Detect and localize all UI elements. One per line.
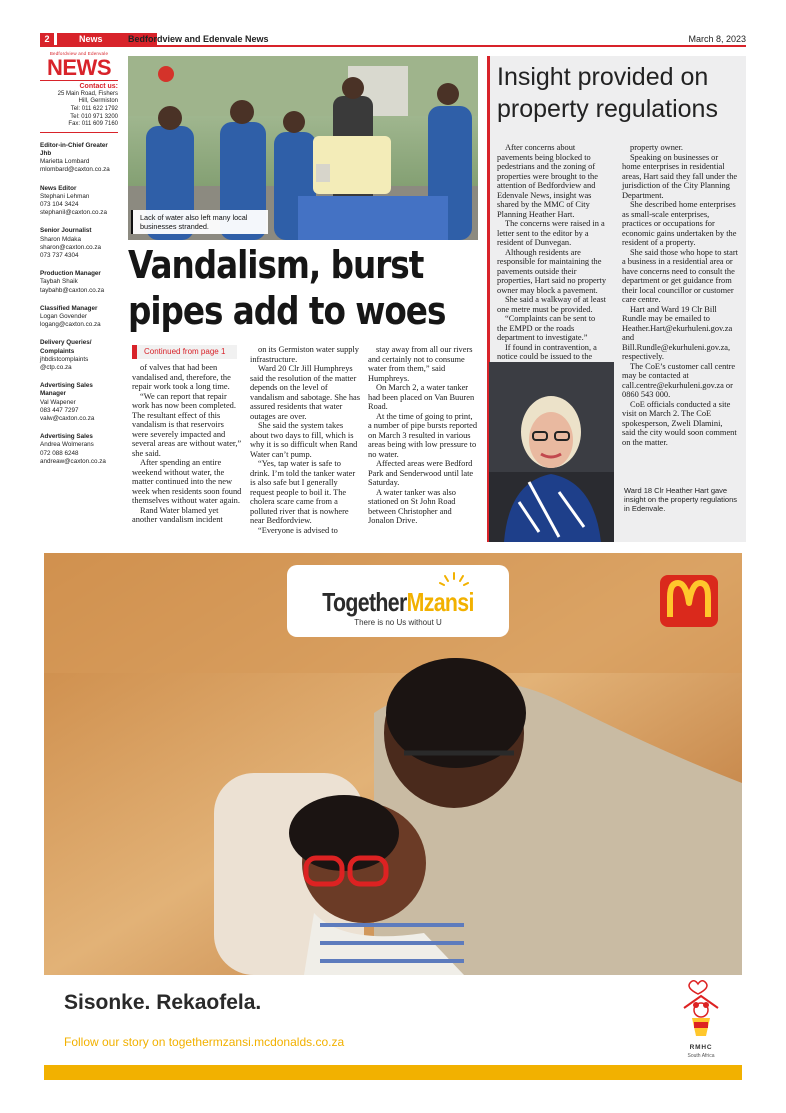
paragraph: property owner. xyxy=(630,143,684,152)
staff-detail: valw@caxton.co.za xyxy=(40,415,95,423)
contact-block xyxy=(40,80,118,133)
article-column-2 xyxy=(250,345,360,535)
issue-date: March 8, 2023 xyxy=(688,34,746,44)
staff-detail: Val Wapener xyxy=(40,398,76,406)
publication-name: Bedfordview and Edenvale News xyxy=(128,34,269,44)
staff-detail: 083 447 7297 xyxy=(40,406,79,414)
paragraph: If found in contravention, a notice could be issued to the xyxy=(497,342,597,361)
paragraph: A water tanker was also stationed on St John Road between Christopher and Jonalon Drive. xyxy=(368,487,456,525)
staff-detail: Logan Govender xyxy=(40,313,87,321)
paragraph: Rand Water blamed yet another vandalism incident xyxy=(132,505,223,524)
staff-entry xyxy=(40,433,118,466)
staff-detail: Stephani Lehman xyxy=(40,192,90,200)
insight-column-2 xyxy=(622,143,738,447)
rmhc-name: RMHC xyxy=(689,1044,713,1051)
section-label: News xyxy=(57,33,157,45)
paragraph: At the time of going to print, a number of pipe bursts reported on March 3 resulted in various areas being with low pressure to no water. xyxy=(368,411,478,459)
staff-detail: stephanil@caxton.co.za xyxy=(40,209,107,217)
continued-label: Continued from page 1 xyxy=(132,345,237,359)
staff-detail: Sharon Mdaka xyxy=(40,235,81,243)
ad-footer-bar xyxy=(44,1065,742,1080)
staff-list xyxy=(40,142,118,466)
mcdonalds-arches-icon xyxy=(660,575,718,627)
staff-role: Production Manager xyxy=(40,270,101,278)
paragraph: She said the system takes about two days to fill, which is why it is so difficult when Rand Water can’t pump. xyxy=(250,421,358,459)
masthead-sidebar xyxy=(40,50,118,476)
phone-line: Tel: 010 971 3200 xyxy=(70,113,118,120)
headline-line: Vandalism, burst xyxy=(128,243,424,287)
article-column-1 xyxy=(132,363,242,525)
phone-line: Tel: 011 622 1792 xyxy=(70,105,118,112)
paragraph: The CoE’s customer call centre may be contacted at call.centre@ekurhuleni.gov.za or 0860 543 000. xyxy=(622,361,736,399)
staff-entry xyxy=(40,185,118,218)
staff-entry xyxy=(40,142,118,175)
staff-detail: sharon@caxton.co.za xyxy=(40,243,101,251)
ad-tagline: There is no Us without U xyxy=(354,618,442,627)
staff-role: Advertising Sales Manager xyxy=(40,382,93,398)
staff-detail: andreaw@caxton.co.za xyxy=(40,457,106,465)
staff-entry xyxy=(40,339,118,372)
article-headline xyxy=(128,242,446,334)
paragraph: Speaking on businesses or home enterprises in residential areas, Hart said they fall under the jurisdiction of the City Planning Department. xyxy=(622,152,738,200)
mcdonalds-advertisement xyxy=(44,553,742,1080)
staff-detail: Taybah Shaik xyxy=(40,278,78,286)
staff-entry xyxy=(40,305,118,330)
paragraph: Affected areas were Bedford Park and Senderwood until late Saturday. xyxy=(368,459,474,487)
staff-role: Advertising Sales xyxy=(40,433,93,441)
news-logo: NEWS xyxy=(47,55,111,81)
staff-detail: mlombard@caxton.co.za xyxy=(40,166,110,174)
staff-role: News Editor xyxy=(40,184,77,192)
staff-role: Editor-in-Chief Greater Jhb xyxy=(40,141,108,157)
paragraph: On March 2, a water tanker had been placed on Van Buuren Road. xyxy=(368,383,475,411)
photo-caption: Lack of water also left many local businesses stranded. xyxy=(131,210,268,234)
staff-entry xyxy=(40,382,118,423)
logo-subtitle: Bedfordview and Edenvale xyxy=(49,51,109,56)
staff-detail: Andrea Wolmerans xyxy=(40,441,94,449)
wordmark-together: Together xyxy=(322,587,407,617)
paragraph: She said a walkway of at least one metre must be provided. xyxy=(497,295,606,314)
sun-rays-icon xyxy=(439,571,469,587)
paragraph: of valves that had been vandalised and, therefore, the repair work took a long time. xyxy=(132,363,231,391)
paragraph: She said those who hope to start a business in a residential area or have concerns need to consult the department or get guidance from their local councillor or customer care centre. xyxy=(622,247,738,304)
insight-column-1 xyxy=(497,143,607,362)
paragraph: Although residents are responsible for maintaining the pavements outside their properties, Hart said no property owner may block a pavement. xyxy=(497,247,607,295)
rmhc-heart-house-icon xyxy=(676,978,726,1042)
address-line: 25 Main Road, Fishers xyxy=(57,90,118,97)
paragraph: on its Germiston water supply infrastructure. xyxy=(250,345,359,364)
paragraph: She described home enterprises as small-scale enterprises, practices or occupations for economic gains undertaken by the resident of a property. xyxy=(622,200,737,247)
headline-line: pipes add to woes xyxy=(128,289,446,333)
staff-detail: @ctp.co.za xyxy=(40,364,72,372)
together-mzansi-logo xyxy=(287,565,509,637)
staff-detail: 072 088 6248 xyxy=(40,449,79,457)
insight-title: Insight provided on property regulations xyxy=(497,63,718,123)
rmhc-logo xyxy=(676,978,726,1058)
paragraph: “We can report that repair work has now been completed. The resultant effect of this vandalism is that reservoirs were severely impacted and several areas are without water,” she said. xyxy=(132,391,242,458)
staff-detail: 073 737 4304 xyxy=(40,252,79,259)
staff-entry xyxy=(40,227,118,260)
address-line: Hill, Germiston xyxy=(78,98,118,105)
paragraph: After concerns about pavements being blocked to pedestrians and the zoning of properties were brought to the attention of Bedfordview and Edenvale News, insight was shared by the MMC of City Planning Heather Hart. xyxy=(497,143,598,219)
wordmark-mzansi: Mzansi xyxy=(406,587,474,617)
page-header xyxy=(40,33,746,47)
paragraph: Ward 20 Clr Jill Humphreys said the resolution of the matter depends on the level of vandalism and sabotage. She has assured residents that water outages are over. xyxy=(250,364,361,421)
paragraph: stay away from all our rivers and certainly not to consume water from them,” said Humphreys. xyxy=(368,345,473,383)
councillor-portrait xyxy=(489,362,614,542)
staff-detail: jhbdistcomplaints xyxy=(40,355,89,363)
paragraph: The concerns were raised in a letter sent to the editor by a resident of Dunvegan. xyxy=(497,219,605,247)
together-mzansi-wordmark xyxy=(307,587,489,618)
staff-role: Classified Manager xyxy=(40,304,98,312)
portrait-caption: Ward 18 Clr Heather Hart gave insight on the property regulations in Edenvale. xyxy=(624,486,737,513)
staff-detail: 073 104 3424 xyxy=(40,200,79,208)
paragraph: “Yes, tap water is safe to drink. I’m told the tanker water is also safe but I generally request people to boil it. The cholera scare came from a polluted river that is nowhere near Bedfordview. xyxy=(250,459,356,525)
staff-detail: taybahb@caxton.co.za xyxy=(40,286,105,294)
page-number: 2 xyxy=(40,33,54,45)
article-column-3 xyxy=(368,345,478,526)
ad-slogan: Sisonke. Rekaofela. xyxy=(64,991,262,1014)
paragraph: CoE officials conducted a site visit on March 2. The CoE spokesperson, Zweli Dlamini, said the city would soon comment on the matter. xyxy=(622,399,737,447)
paragraph: “Complaints can be sent to the EMPD or the roads department to investigate.” xyxy=(497,314,596,342)
rmhc-region: South Africa xyxy=(687,1053,715,1059)
staff-detail: logang@caxton.co.za xyxy=(40,321,101,329)
paragraph: “Everyone is advised to xyxy=(258,525,338,535)
staff-entry xyxy=(40,270,118,295)
paragraph: Hart and Ward 19 Clr Bill Rundle may be emailed to Heather.Hart@ekurhuleni.gov.za and Bill.Rundle@ekurhuleni.gov.za, respectively. xyxy=(622,304,733,361)
ad-follow-link: Follow our story on togethermzansi.mcdonalds.co.za xyxy=(64,1035,345,1049)
paragraph: After spending an entire weekend without water, the matter continued into the new week when residents soon found themselves without water again. xyxy=(132,458,242,505)
fax-line: Fax: 011 609 7160 xyxy=(68,121,118,128)
staff-role: Senior Journalist xyxy=(40,227,92,235)
staff-detail: Marietta Lombard xyxy=(40,158,90,166)
contact-title: Contact us: xyxy=(79,83,118,91)
staff-role: Delivery Queries/ Complaints xyxy=(40,339,92,355)
